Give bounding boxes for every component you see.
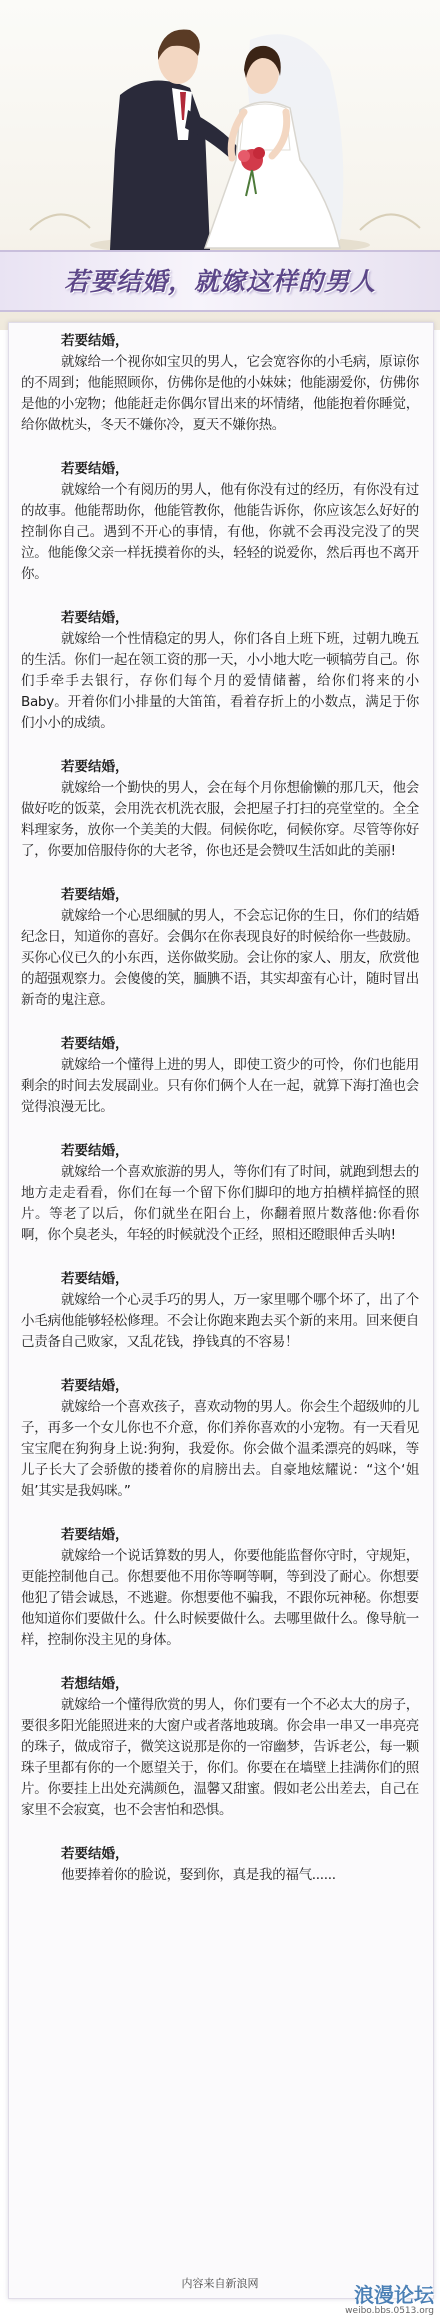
groom-suit bbox=[110, 80, 210, 250]
page-title: 若要结婚，就嫁这样的男人 bbox=[63, 267, 376, 296]
section bbox=[21, 1844, 419, 1886]
article-panel bbox=[8, 322, 434, 2299]
section-heading: 若要结婚， bbox=[61, 461, 129, 477]
section-heading: 若要结婚， bbox=[61, 1527, 129, 1543]
header-illustration bbox=[0, 0, 440, 330]
section-body: 就嫁给一个有阅历的男人，他有你没有过的经历，有你没有过的故事。他能帮助你，他能管教你，他能告诉你，你应该怎么好好的控制你自己。遇到不开心的事情，有他，你就不会再没完没了的哭泣。他能像父亲一样抚摸着你的头，轻轻的说爱你，然后再也不离开你。 bbox=[21, 482, 419, 582]
watermark bbox=[345, 2284, 434, 2316]
section-body: 就嫁给一个懂得上进的男人，即使工资少的可怜，你们也能用剩余的时间去发展副业。只有你们俩个人在一起，就算下海打渔也会觉得浪漫无比。 bbox=[21, 1057, 419, 1115]
section-body: 就嫁给一个勤快的男人，会在每个月你想偷懒的那几天，他会做好吃的饭菜，会用洗衣机洗衣服，会把屋子打扫的亮堂堂的。全全料理家务，放你一个美美的大假。伺候你吃，伺候你穿。尽管等你好了，你要加倍服侍你的大老爷，你也还是会赞叹生活如此的美丽! bbox=[21, 780, 419, 859]
section bbox=[21, 757, 419, 862]
section bbox=[21, 1674, 419, 1821]
section-body: 他要捧着你的脸说，娶到你，真是我的福气...... bbox=[61, 1867, 336, 1883]
section bbox=[21, 1525, 419, 1651]
section bbox=[21, 459, 419, 585]
section-body: 就嫁给一个心灵手巧的男人，万一家里哪个哪个坏了，出了个小毛病他能够轻松修理。不会让你跑来跑去买个新的来用。回来便自己责备自己败家，又乱花钱，挣钱真的不容易！ bbox=[21, 1292, 419, 1350]
section bbox=[21, 1141, 419, 1246]
section-heading: 若要结婚， bbox=[61, 1036, 129, 1052]
section-body: 就嫁给一个懂得欣赏的男人，你们要有一个不必太大的房子，要很多阳光能照进来的大窗户或者落地玻璃。你会串一串又一串亮亮的珠子，做成帘子，微笑这说那是你的一帘幽梦，告诉老公，每一颗珠子里都有你的一个愿望关于，你们。你要在在墙壁上挂满你们的照片。你要挂上出处充满颜色，温馨又甜蜜。假如老公出差去，自己在家里不会寂寞，也不会害怕和恐惧。 bbox=[21, 1697, 419, 1818]
section bbox=[21, 608, 419, 734]
section bbox=[21, 1269, 419, 1353]
section-heading: 若要结婚， bbox=[61, 333, 129, 349]
watermark-logo: 浪漫论坛 bbox=[354, 2283, 434, 2307]
section-heading: 若要结婚， bbox=[61, 1271, 129, 1287]
section-heading: 若想结婚， bbox=[61, 1676, 129, 1692]
section-heading: 若要结婚， bbox=[61, 1846, 129, 1862]
section-body: 就嫁给一个喜欢旅游的男人，等你们有了时间，就跑到想去的地方走走看看，你们在每一个留下你们脚印的地方拍横样搞怪的照片。等老了以后，你们就坐在阳台上，你翻着照片数落他:你看你啊，你个臭老头，年轻的时候就没个正经，照相还瞪眼伸舌头呐! bbox=[21, 1164, 419, 1243]
section bbox=[21, 331, 419, 436]
section bbox=[21, 885, 419, 1011]
section bbox=[21, 1376, 419, 1502]
section-body: 就嫁给一个视你如宝贝的男人，它会宽容你的小毛病，原谅你的不周到；他能照顾你，仿佛你是他的小妹妹；他能溺爱你，仿佛你是他的小宠物；他能赶走你偶尔冒出来的坏情绪，他能抱着你睡觉，给你做枕头，冬天不嫌你冷，夏天不嫌你热。 bbox=[21, 354, 419, 433]
section-heading: 若要结婚， bbox=[61, 610, 129, 626]
section-heading: 若要结婚， bbox=[61, 887, 129, 903]
section-body: 就嫁给一个心思细腻的男人，不会忘记你的生日，你们的结婚纪念日，知道你的喜好。会偶尔在你表现良好的时候给你一些鼓励。买你心仪已久的小东西，送你做奖励。会让你的家人、朋友，欣赏他的超强观察力。会傻傻的笑，腼腆不语，其实却蛮有心计，随时冒出新奇的鬼注意。 bbox=[21, 908, 419, 1008]
section-body: 就嫁给一个性情稳定的男人，你们各自上班下班，过朝九晚五的生活。你们一起在领工资的那一天，小小地大吃一顿犒劳自己。你们手牵手去银行，存你们每个月的爱情储蓄，给你们将来的小Baby。开着你们小排量的大笛笛，看着存折上的小数点，满足于你们小小的成绩。 bbox=[21, 631, 419, 731]
section bbox=[21, 1034, 419, 1118]
section-body: 就嫁给一个说话算数的男人，你要他能监督你守时，守规矩，更能控制他自己。你想要他不用你等啊等啊，等到没了耐心。你想要他犯了错会诚恳，不逃避。你想要他不骗我，不跟你玩神秘。你想要他知道你们要做什么。什么时候要做什么。去哪里做什么。像导航一样，控制你没主见的身体。 bbox=[21, 1548, 419, 1648]
source-credit: 内容来自新浪网 bbox=[181, 2277, 259, 2290]
section-heading: 若要结婚， bbox=[61, 1378, 129, 1394]
watermark-url: weibo.bbs.0513.org bbox=[345, 2306, 434, 2316]
section-body: 就嫁给一个喜欢孩子，喜欢动物的男人。你会生个超级帅的儿子，再多一个女儿你也不介意，你们养你喜欢的小宠物。有一天看见宝宝爬在狗狗身上说:狗狗，我爱你。你会做个温柔漂亮的妈咪，等儿子长大了会骄傲的搂着你的肩膀出去。自豪地炫耀说：“这个‘姐姐’其实是我妈咪。” bbox=[21, 1399, 419, 1499]
section-heading: 若要结婚， bbox=[61, 1143, 129, 1159]
section-heading: 若要结婚， bbox=[61, 759, 129, 775]
article-content bbox=[21, 331, 419, 1909]
